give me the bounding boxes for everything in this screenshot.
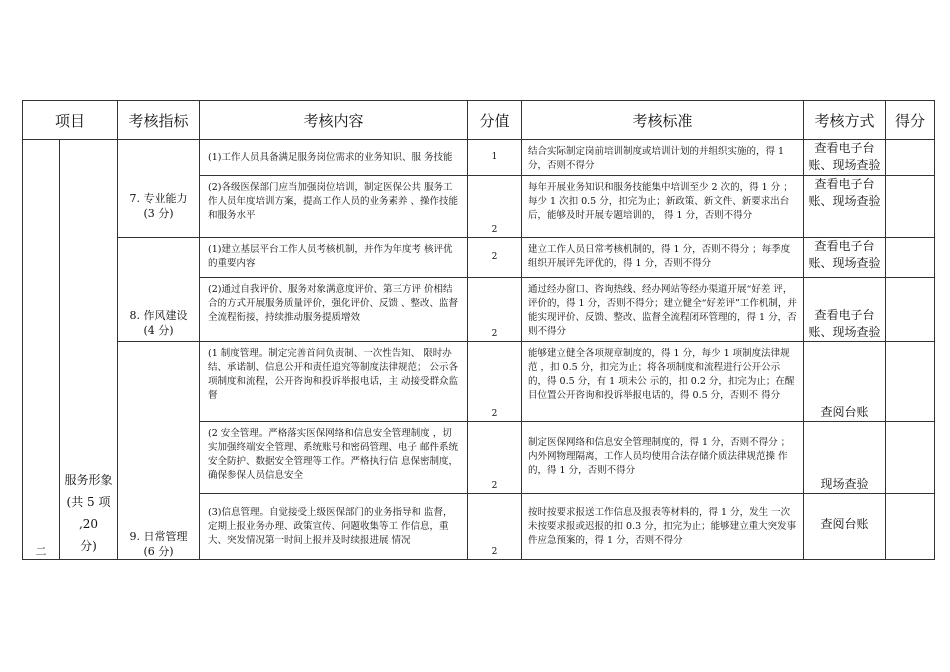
score-cell: 1: [468, 140, 522, 176]
header-score: 分值: [468, 101, 522, 140]
indicator-name: 7. 专业能力: [129, 191, 188, 205]
header-content: 考核内容: [200, 101, 468, 140]
method-cell: 查看电子台账、现场查验: [804, 278, 886, 342]
standard-cell: 通过经办窗口、咨询热线、经办网站等经办渠道开展“好差 评，评价的，得 1 分，否则不得分；建立健全“好差评”工作机制，并能实现评价、反馈、整改、监督全流程闭环管理的，得 1 分，否则不得分: [522, 278, 804, 342]
assessment-table: [22, 100, 935, 560]
method-cell: 查看电子台账、现场查验: [804, 238, 886, 278]
indicator-points: (3 分): [143, 206, 174, 220]
method-cell: 查看电子台账、现场查验: [804, 176, 886, 238]
content-cell: (1)工作人员具备满足服务岗位需求的业务知识、服 务技能: [200, 140, 468, 176]
method-cell: 查阅台账: [804, 342, 886, 422]
result-cell: [886, 422, 935, 494]
table-row: [23, 140, 935, 176]
table-row: [23, 238, 935, 278]
result-cell: [886, 494, 935, 560]
content-cell: (1 制度管理。制定完善首问负责制、一次性告知、 限时办结、承诺制、信息公开和责任追究等制度法律规范； 公示各项制度和流程，公开咨询和投诉举报电话，主 动接受群众监督: [200, 342, 468, 422]
indicator-8: [118, 238, 200, 342]
standard-cell: 建立工作人员日常考核机制的，得 1 分，否则不得分 ；每季度组织开展评先评优的，得 1 分，否则不得分: [522, 238, 804, 278]
result-cell: [886, 278, 935, 342]
indicator-points: (6 分): [143, 545, 174, 558]
indicator-name: 9. 日常管理: [129, 530, 188, 543]
standard-cell: 按时按要求报送工作信息及报表等材料的，得 1 分，发生 一次未按要求报或迟报的扣 0.3 分，扣完为止；能够建立重大突发事件应急预案的，得 1 分，否则不得分: [522, 494, 804, 560]
content-cell: (2)通过自我评价、服务对象满意度评价、第三方评 价相结合的方式开展服务质量评价，强化评价、反馈 、整改、监督全流程衔接，持续推动服务提质增效: [200, 278, 468, 342]
result-cell: [886, 176, 935, 238]
content-cell: (2)各级医保部门应当加强岗位培训，制定医保公共 服务工作人员年度培训方案，提高工作人员的业务素养 、操作技能和服务水平: [200, 176, 468, 238]
content-cell: (1)建立基层平台工作人员考核机制，并作为年度考 核评优的重要内容: [200, 238, 468, 278]
header-method: 考核方式: [804, 101, 886, 140]
table-row: [23, 342, 935, 422]
score-cell: 2: [468, 422, 522, 494]
method-cell: 查看电子台账、现场查验: [804, 140, 886, 176]
header-project: 项目: [23, 101, 118, 140]
section-title-line: ,20: [78, 517, 99, 531]
section-title-line: 服务形象: [64, 473, 113, 487]
standard-cell: 结合实际制定岗前培训制度或培训计划的并组织实施的，得 1 分，否则不得分: [522, 140, 804, 176]
score-cell: 2: [468, 494, 522, 560]
result-cell: [886, 140, 935, 176]
indicator-7: [118, 140, 200, 238]
section-title-line: 分): [80, 539, 97, 553]
score-cell: 2: [468, 342, 522, 422]
result-cell: [886, 342, 935, 422]
indicator-9: [118, 342, 200, 560]
result-cell: [886, 238, 935, 278]
header-row: [23, 101, 935, 140]
score-cell: 2: [468, 238, 522, 278]
header-standard: 考核标准: [522, 101, 804, 140]
method-cell: 查阅台账: [804, 494, 886, 560]
score-cell: 2: [468, 176, 522, 238]
method-cell: 现场查验: [804, 422, 886, 494]
standard-cell: 能够建立健全各项规章制度的，得 1 分，每少 1 项制度法律规范 ，扣 0.5 分，扣完为止；将各项制度和流程进行公开公示的，得 0.5 分，有 1 项未公 示的，扣 0.2 分，扣完为止；在醒目位置公开咨询和投诉举报电话的，得 0.5 分，否则不 得分: [522, 342, 804, 422]
section-title: [60, 140, 118, 560]
section-number: 二: [23, 140, 60, 560]
content-cell: (3)信息管理。自觉接受上级医保部门的业务指导和 监督，定期上报业务办理、政策宣传、问题收集等工 作信息，重大、突发情况第一时间上报并及时续报进展 情况: [200, 494, 468, 560]
content-cell: (2 安全管理。严格落实医保网络和信息安全管理制度 ，切实加强终端安全管理、系统账号和密码管理、电子 邮件系统安全防护、数据安全管理等工作。严格执行信 息保密制度，确保参保人员信息安全: [200, 422, 468, 494]
standard-cell: 制定医保网络和信息安全管理制度的，得 1 分，否则不得分 ；内外网物理隔离，工作人员均使用合法存储介质法律规范操 作的，得 1 分，否则不得分: [522, 422, 804, 494]
section-title-line: (共 5 项: [66, 495, 111, 509]
score-cell: 2: [468, 278, 522, 342]
indicator-name: 8. 作风建设: [129, 308, 188, 322]
standard-cell: 每年开展业务知识和服务技能集中培训至少 2 次的，得 1 分 ；每少 1 次扣 0.5 分，扣完为止；新政策、新文件、新要求出台后，能够及时开展专题培训的， 得 1 分，否则不得分: [522, 176, 804, 238]
header-indicator: 考核指标: [118, 101, 200, 140]
indicator-points: (4 分): [143, 323, 174, 337]
header-result: 得分: [886, 101, 935, 140]
